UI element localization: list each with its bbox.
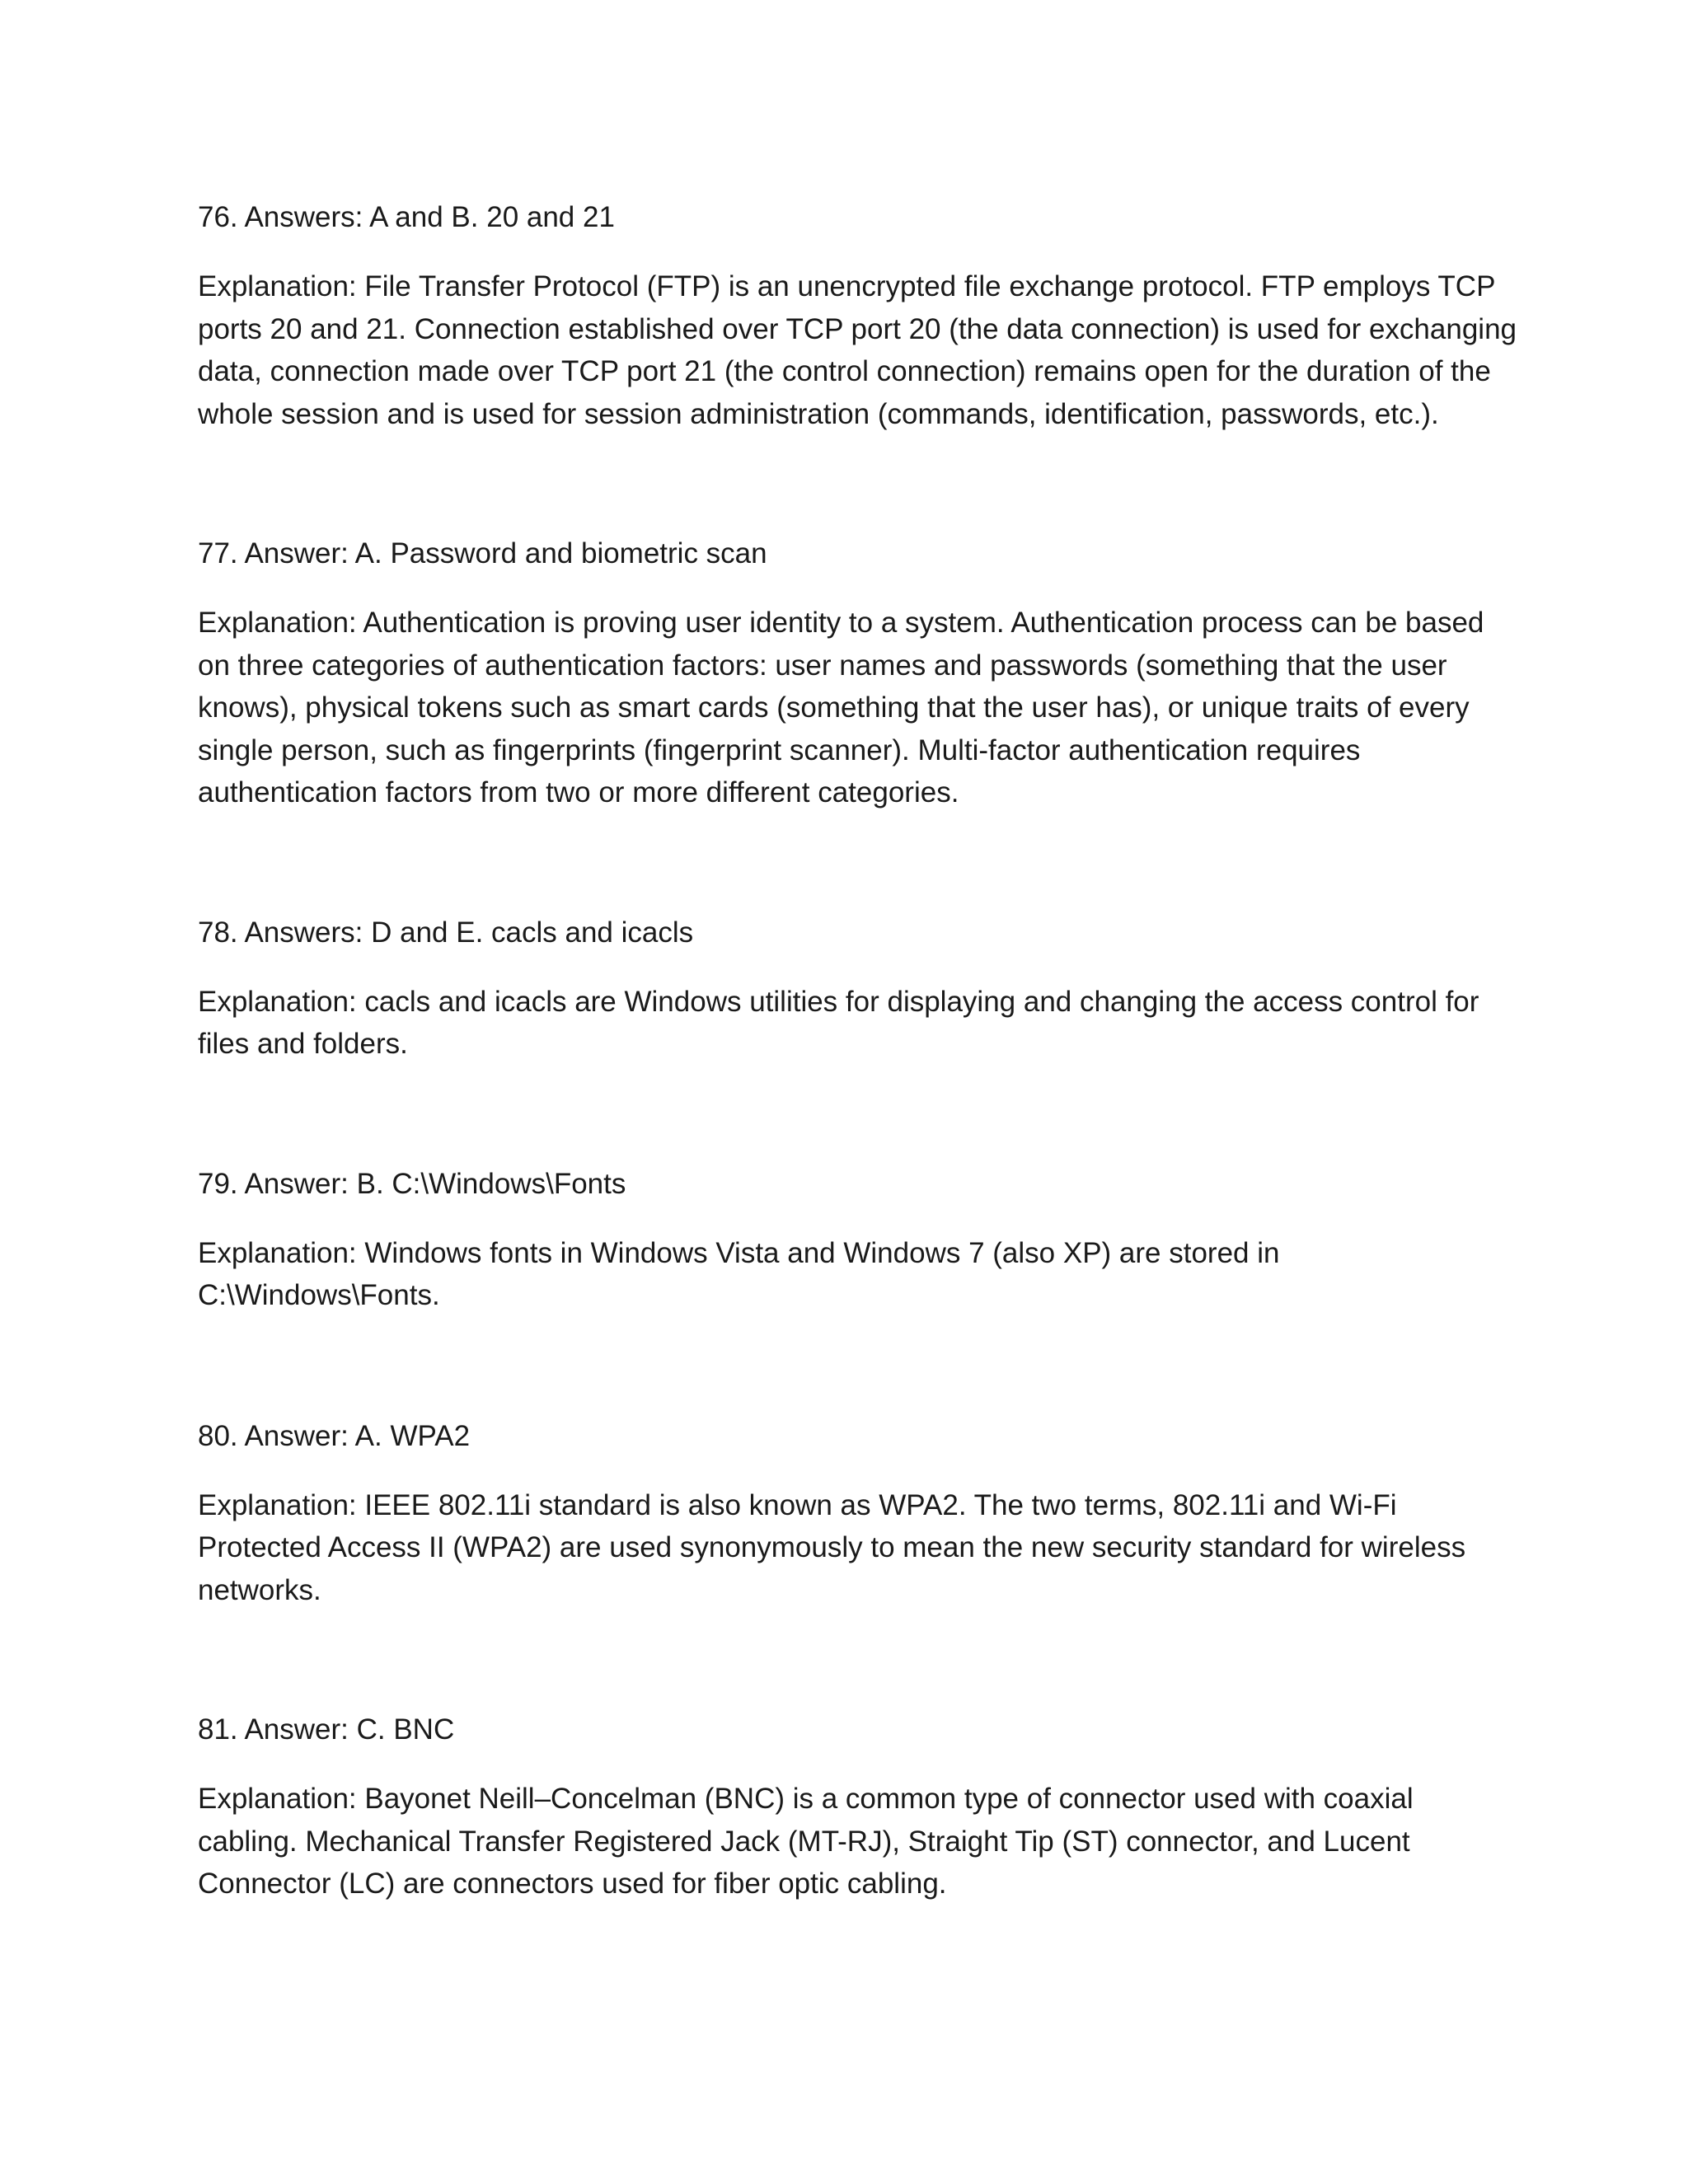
answer-entry-78 [198,912,1517,1066]
answer-entry-80 [198,1415,1517,1612]
answer-explanation-78: Explanation: cacls and icacls are Windows utilities for displaying and changing the access control for files and folders. [198,985,1479,1060]
answer-explanation-79: Explanation: Windows fonts in Windows Vista and Windows 7 (also XP) are stored in C:\Windows\Fonts. [198,1236,1280,1311]
answer-explanation-80: Explanation: IEEE 802.11i standard is also known as WPA2. The two terms, 802.11i and Wi-Fi Protected Access II (WPA2) are used synonymously to mean the new security standard for wireless networks. [198,1488,1466,1606]
answer-heading-80: 80. Answer: A. WPA2 [198,1419,471,1452]
answer-list [198,196,1517,1905]
answer-heading-76: 76. Answers: A and B. 20 and 21 [198,201,615,233]
answer-entry-81 [198,1708,1517,1905]
answer-heading-81: 81. Answer: C. BNC [198,1713,455,1746]
answer-entry-77 [198,532,1517,814]
answer-explanation-77: Explanation: Authentication is proving user identity to a system. Authentication process can be based on three categories of authentication factors: user names and passwords (something that the user knows), physical tokens such as smart cards (something that the user has), or unique traits of every single person, such as fingerprints (fingerprint scanner). Multi-factor authentication requires authentication factors from two or more different categories. [198,607,1484,808]
answer-heading-77: 77. Answer: A. Password and biometric scan [198,537,767,569]
answer-entry-79 [198,1163,1517,1317]
answer-explanation-76: Explanation: File Transfer Protocol (FTP) is an unencrypted file exchange protocol. FTP employs TCP ports 20 and 21. Connection established over TCP port 20 (the data connection) is used for exchanging data, connection made over TCP port 21 (the control connection) remains open for the duration of the whole session and is used for session administration (commands, identification, passwords, etc.). [198,270,1517,430]
answer-heading-79: 79. Answer: B. C:\Windows\Fonts [198,1167,626,1200]
answer-explanation-81: Explanation: Bayonet Neill–Concelman (BNC) is a common type of connector used with coaxial cabling. Mechanical Transfer Registered Jack (MT-RJ), Straight Tip (ST) connector, and Lucent Connector (LC) are connectors used for fiber optic cabling. [198,1783,1414,1900]
answer-entry-76 [198,196,1517,435]
answer-heading-78: 78. Answers: D and E. cacls and icacls [198,916,694,949]
